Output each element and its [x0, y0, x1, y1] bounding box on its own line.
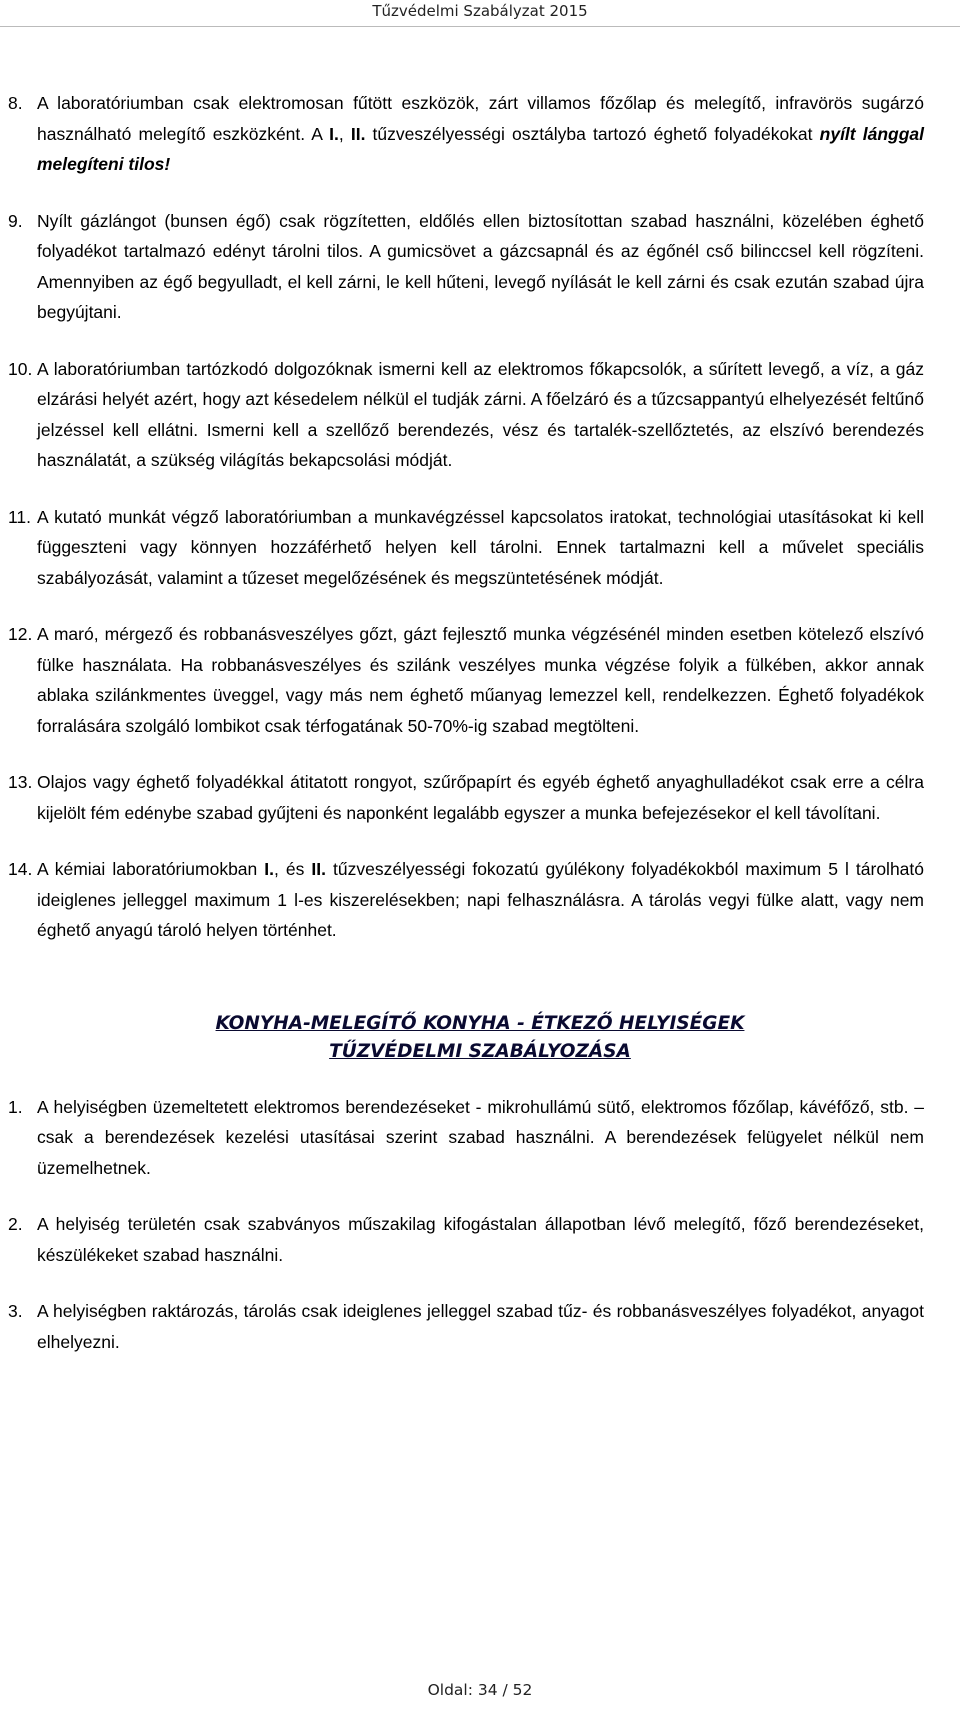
- item-text: [37, 1296, 924, 1357]
- text-run: A laboratóriumban csak elektromosan fűtött eszközök, zárt villamos főzőlap és melegítő, infravörös sugárzó használható melegítő eszközként. A: [37, 93, 924, 144]
- text-run: Olajos vagy éghető folyadékkal átitatott rongyot, szűrőpapírt és egyéb éghető anyaghulladékot csak erre a célra kijelölt fém edénybe szabad gyűjteni és naponként legalább egyszer a munka befejezésekor el kell távolítani.: [37, 772, 924, 823]
- item-number: 12.: [8, 624, 33, 644]
- item-text: [37, 854, 924, 946]
- section-heading-line-1: KONYHA-MELEGÍTŐ KONYHA - ÉTKEZŐ HELYISÉGEK: [215, 1012, 745, 1034]
- item-text: [37, 619, 924, 741]
- item-number: 14.: [8, 859, 33, 879]
- item-number: 3.: [8, 1301, 23, 1321]
- item-number: 10.: [8, 358, 33, 379]
- item-text: [37, 354, 924, 476]
- text-run: A maró, mérgező és robbanásveszélyes gőzt, gázt fejlesztő munka végzésénél minden esetben kötelező elszívó fülke használata. Ha robbanásveszélyes és szilánk veszélyes munka végzése folyik a fülkében, akkor annak ablaka szilánkmentes üveggel, vagy más nem éghető műanyag lemezzel kell, rendelkezzen. Éghető folyadékok forralására szolgáló lombikot csak térfogatának 50-70%-ig szabad megtölteni.: [37, 624, 924, 736]
- header-divider: [0, 26, 960, 27]
- emphasized-text: II.: [311, 859, 327, 879]
- text-run: A kutató munkát végző laboratóriumban a munkavégzéssel kapcsolatos iratokat, technológiai utasításokat ki kell függeszteni vagy könnyen hozzáférhető helyen kell tárolni. Ennek tartalmazni kell a művelet speciális szabályozását, valamint a tűzeset megelőzésének és megszüntetésének módját.: [37, 506, 924, 588]
- text-run: A laboratóriumban tartózkodó dolgozóknak ismerni kell az elektromos főkapcsolók, a sűrített levegő, a víz, a gáz elzárási helyét azért, hogy azt késedelem nélkül el tudják zárni. A főelzáró és a tűzcsappantyú elhelyezését feltűnő jelzéssel kell ellátni. Ismerni kell a szellőző berendezés, vész és tartalék-szellőztetés, az elszívó berendezés használatát, a szükség világítás bekapcsolási módját.: [37, 358, 924, 470]
- list-item: [0, 1092, 960, 1184]
- list-item: [0, 502, 960, 594]
- page-header-title: Tűzvédelmi Szabályzat 2015: [372, 2, 588, 20]
- emphasized-text: nyílt lánggal melegíteni tilos!: [37, 123, 924, 174]
- item-text: [37, 1209, 924, 1270]
- emphasized-text: II.: [350, 123, 366, 144]
- item-number: 9.: [8, 210, 23, 231]
- item-number: 1.: [8, 1096, 23, 1117]
- list-item: [0, 767, 960, 828]
- text-run: Nyílt gázlángot (bunsen égő) csak rögzítetten, eldőlés ellen biztosítottan szabad használni, közelében éghető folyadékot tartalmazó edényt tárolni tilos. A gumicsövet a gázcsapnál és az égőnél cső bilinccsel kell rögzíteni. Amennyiben az égő begyulladt, el kell zárni, le kell hűteni, levegő nyílását le kell zárni és csak ezután szabad újra begyújtani.: [37, 210, 924, 322]
- text-run: tűzveszélyességi osztályba tartozó éghető folyadékokat: [365, 123, 820, 144]
- item-text: [37, 1092, 924, 1184]
- item-number: 11.: [8, 506, 32, 527]
- text-run: , és: [274, 859, 312, 879]
- item-number: 8.: [8, 93, 23, 113]
- text-run: A helyiség területén csak szabványos műszakilag kifogástalan állapotban lévő melegítő, főző berendezéseket, készülékeket szabad használni.: [37, 1214, 924, 1265]
- text-run: tűzveszélyességi fokozatú gyúlékony folyadékokból maximum 5 l tárolható ideiglenes jelleggel maximum 1 l-es kiszerelésekben; napi felhasználásra. A tárolás vegyi fülke alatt, vagy nem éghető anyagú tároló helyen történhet.: [37, 859, 924, 940]
- list-item: [0, 206, 960, 328]
- section-heading-line-2: TŰZVÉDELMI SZABÁLYOZÁSA: [329, 1040, 631, 1062]
- emphasized-text: I.: [329, 123, 339, 144]
- text-run: A helyiségben raktározás, tárolás csak ideiglenes jelleggel szabad tűz- és robbanásveszélyes folyadékot, anyagot elhelyezni.: [37, 1301, 924, 1352]
- item-number: 2.: [8, 1214, 23, 1234]
- item-text: [37, 206, 924, 328]
- item-text: [37, 88, 924, 180]
- document-body: [0, 88, 960, 1383]
- list-item: [0, 854, 960, 946]
- kitchen-rules-list: [0, 1092, 960, 1358]
- list-item: [0, 1296, 960, 1357]
- list-item: [0, 354, 960, 476]
- emphasized-text: I.: [264, 859, 275, 879]
- item-text: [37, 767, 924, 828]
- item-number: 13.: [8, 772, 33, 792]
- laboratory-rules-list: [0, 88, 960, 946]
- text-run: ,: [338, 123, 351, 144]
- list-item: [0, 88, 960, 180]
- item-text: [37, 502, 924, 594]
- section-heading: [0, 1010, 960, 1066]
- list-item: [0, 1209, 960, 1270]
- list-item: [0, 619, 960, 741]
- text-run: A helyiségben üzemeltetett elektromos berendezéseket - mikrohullámú sütő, elektromos főzőlap, kávéfőző, stb. – csak a berendezések kezelési utasításai szerint szabad használni. A berendezések felügyelet nélkül nem üzemelhetnek.: [37, 1096, 924, 1178]
- text-run: A kémiai laboratóriumokban: [37, 859, 265, 879]
- page-number: Oldal: 34 / 52: [427, 1681, 533, 1699]
